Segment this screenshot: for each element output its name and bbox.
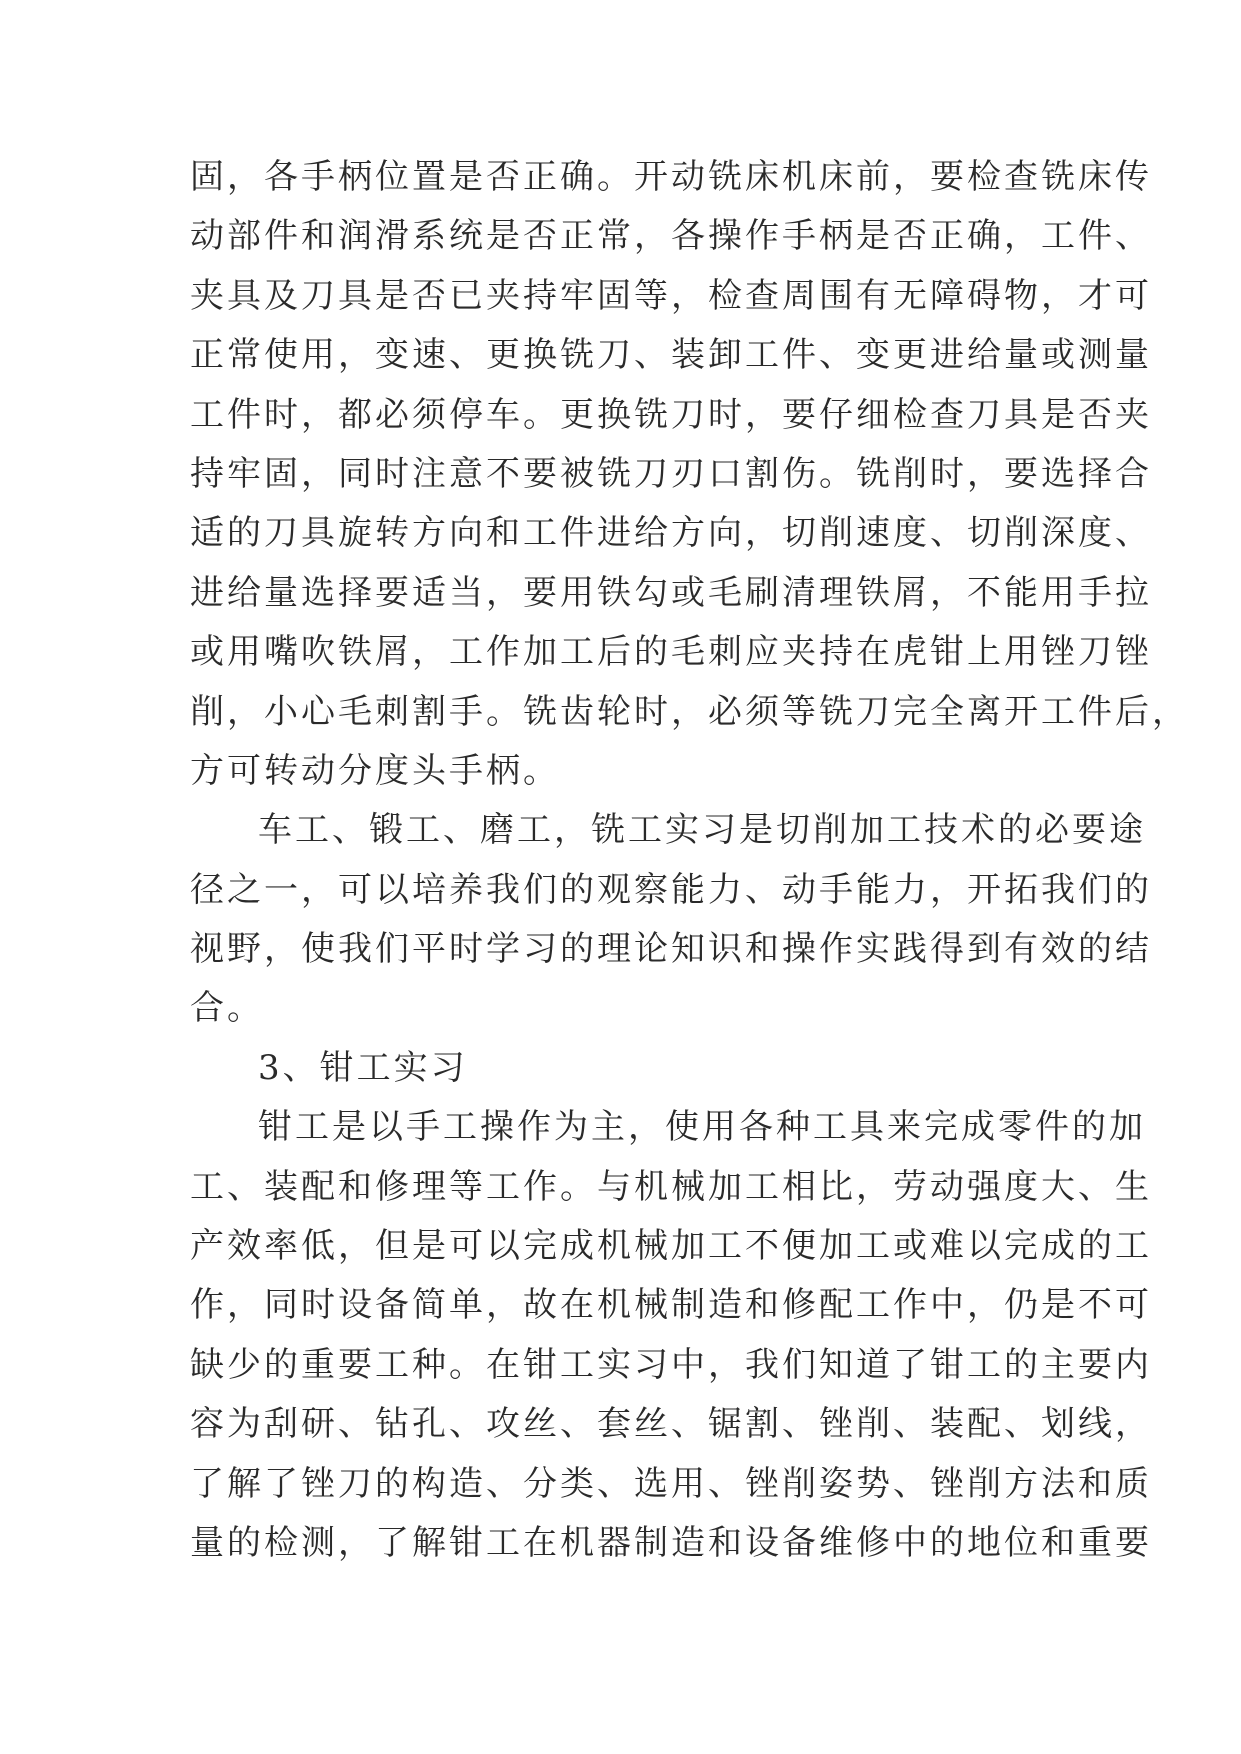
text-line: 持牢固，同时注意不要被铣刀刃口割伤。铣削时，要选择合 xyxy=(190,453,1152,494)
text-line: 进给量选择要适当，要用铁勾或毛刷清理铁屑，不能用手拉 xyxy=(190,572,1152,613)
paragraph-start-line: 车工、锻工、磨工，铣工实习是切削加工技术的必要途 xyxy=(258,810,1146,851)
text-line: 动部件和润滑系统是否正常，各操作手柄是否正确，工件、 xyxy=(190,216,1152,257)
text-line: 工件时，都必须停车。更换铣刀时，要仔细检查刀具是否夹 xyxy=(190,394,1152,435)
text-line: 了解了锉刀的构造、分类、选用、锉削姿势、锉削方法和质 xyxy=(190,1463,1152,1504)
text-line: 合。 xyxy=(190,988,264,1029)
text-line: 夹具及刀具是否已夹持牢固等，检查周围有无障碍物，才可 xyxy=(190,275,1152,316)
text-line: 产效率低，但是可以完成机械加工不便加工或难以完成的工 xyxy=(190,1226,1152,1267)
text-line: 作，同时设备简单，故在机械制造和修配工作中，仍是不可 xyxy=(190,1285,1152,1326)
section-heading: 3、钳工实习 xyxy=(258,1047,468,1088)
text-line: 工、装配和修理等工作。与机械加工相比，劳动强度大、生 xyxy=(190,1166,1152,1207)
text-line: 固，各手柄位置是否正确。开动铣床机床前，要检查铣床传 xyxy=(190,157,1152,197)
text-line: 正常使用，变速、更换铣刀、装卸工件、变更进给量或测量 xyxy=(190,335,1152,376)
text-line: 容为刮研、钻孔、攻丝、套丝、锯割、锉削、装配、划线， xyxy=(190,1404,1152,1445)
text-line: 方可转动分度头手柄。 xyxy=(190,750,560,791)
text-line: 量的检测，了解钳工在机器制造和设备维修中的地位和重要 xyxy=(190,1522,1152,1563)
body-text xyxy=(190,148,1189,1573)
paragraph-start-line: 钳工是以手工操作为主，使用各种工具来完成零件的加 xyxy=(258,1107,1146,1148)
text-line: 适的刀具旋转方向和工件进给方向，切削速度、切削深度、 xyxy=(190,513,1152,554)
text-line: 或用嘴吹铁屑，工作加工后的毛刺应夹持在虎钳上用锉刀锉 xyxy=(190,632,1152,673)
text-line: 视野，使我们平时学习的理论知识和操作实践得到有效的结 xyxy=(190,929,1152,970)
text-line: 削，小心毛刺割手。铣齿轮时，必须等铣刀完全离开工件后， xyxy=(190,691,1189,732)
text-line: 缺少的重要工种。在钳工实习中，我们知道了钳工的主要内 xyxy=(190,1344,1152,1385)
text-line: 径之一，可以培养我们的观察能力、动手能力，开拓我们的 xyxy=(190,869,1152,910)
